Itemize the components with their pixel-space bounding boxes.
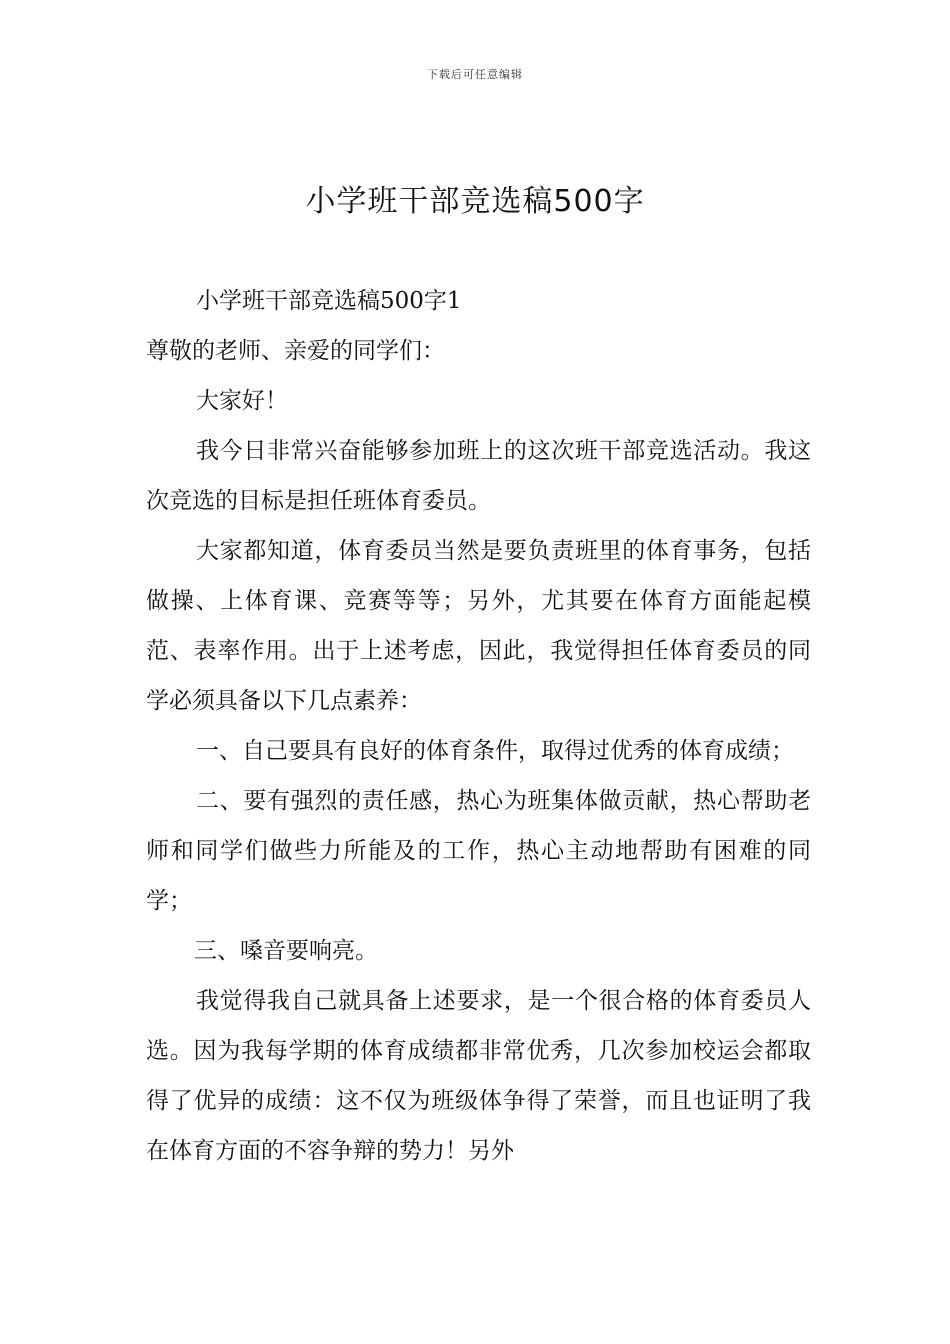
list-item-1: 一、自己要具有良好的体育条件，取得过优秀的体育成绩； <box>196 738 794 764</box>
paragraph-duties: 大家都知道，体育委员当然是要负责班里的体育事务，包括做操、上体育课、竞赛等等；另外，尤其要在体育方面能起模范、表率作用。出于上述考虑，因此，我觉得担任体育委员的同学必须具备以下几点素养： <box>146 538 811 714</box>
section-heading: 小学班干部竞选稿500字1 <box>196 288 462 314</box>
list-item-2: 二、要有强烈的责任感，热心为班集体做贡献，热心帮助老师和同学们做些力所能及的工作，热心主动地帮助有困难的同学； <box>146 788 811 914</box>
greeting: 大家好！ <box>196 388 288 414</box>
paragraph-qualifications: 我觉得我自己就具备上述要求，是一个很合格的体育委员人选。因为我每学期的体育成绩都非常优秀，几次参加校运会都取得了优异的成绩：这不仅为班级体争得了荣誉，而且也证明了我在体育方面的不容争辩的势力！另外 <box>146 988 811 1164</box>
salutation: 尊敬的老师、亲爱的同学们： <box>146 338 445 364</box>
page-header-note: 下载后可任意编辑 <box>427 68 523 81</box>
document-body <box>146 276 811 1176</box>
list-item-3: 三、嗓音要响亮。 <box>194 938 378 964</box>
paragraph-intro: 我今日非常兴奋能够参加班上的这次班干部竞选活动。我这次竞选的目标是担任班体育委员。 <box>146 438 811 514</box>
document-title: 小学班干部竞选稿500字 <box>305 184 645 219</box>
